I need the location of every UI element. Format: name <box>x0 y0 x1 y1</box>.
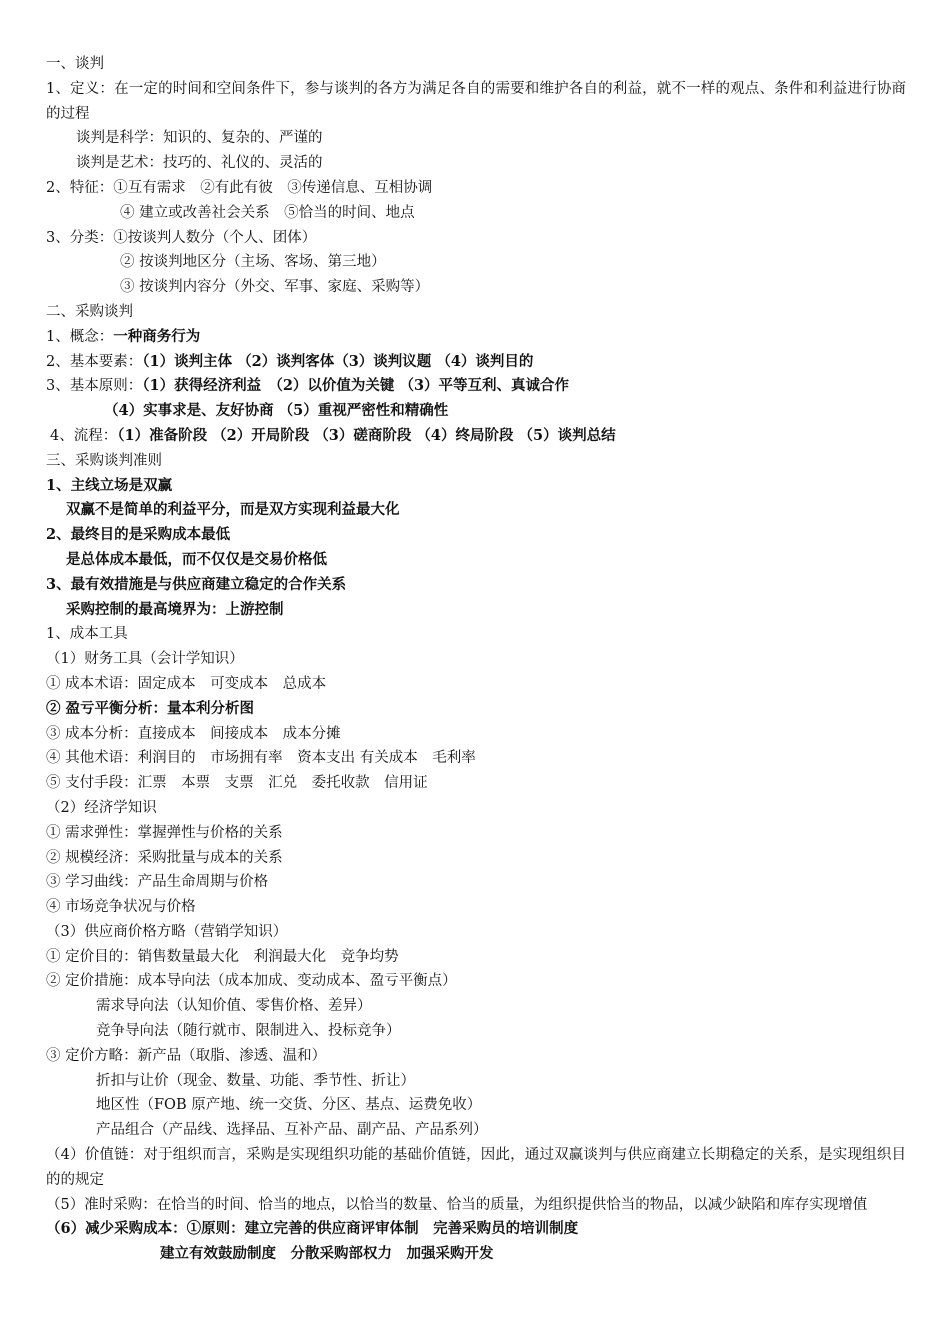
rule-1-detail: 双赢不是简单的利益平分，而是双方实现利益最大化 <box>66 501 400 519</box>
learning-curve-line: ③ 学习曲线：产品生命周期与价格 <box>46 874 269 891</box>
demand-oriented-line: 需求导向法（认知价值、零售价格、差异） <box>96 998 372 1015</box>
definition-paragraph: 1、定义：在一定的时间和空间条件下，参与谈判的各方为满足各自的需要和维护各自的利益，就不一样的观点、条件和利益进行协商的过程 <box>46 80 906 122</box>
principles-line-continued: （4）实事求是、友好协商 （5）重视严密性和精确性 <box>104 402 449 420</box>
principles-value: （1）获得经济利益 （2）以价值为关键 （3）平等互利、真诚合作 <box>142 377 570 395</box>
elements-line <box>46 350 906 375</box>
principles-line <box>46 374 906 399</box>
rule-3-detail: 采购控制的最高境界为：上游控制 <box>66 600 284 618</box>
pricing-objective-line: ① 定价目的：销售数量最大化 利润最大化 竞争均势 <box>46 948 399 965</box>
competition-oriented-line: 竞争导向法（随行就市、限制进入、投标竞争） <box>96 1023 401 1040</box>
economies-of-scale-line: ② 规模经济：采购批量与成本的关系 <box>46 849 283 866</box>
art-line: 谈判是艺术：技巧的、礼仪的、灵活的 <box>76 155 323 172</box>
heading-negotiation: 一、谈判 <box>46 56 104 72</box>
concept-line <box>46 325 906 350</box>
process-label: 4、流程： <box>50 427 118 444</box>
reduce-cost-line-continued: 建立有效鼓励制度 分散采购部权力 加强采购开发 <box>160 1245 494 1263</box>
cost-terms-line: ① 成本术语：固定成本 可变成本 总成本 <box>46 675 327 692</box>
value-chain-paragraph: （4）价值链：对于组织而言，采购是实现组织功能的基础价值链，因此，通过双赢谈判与供应商建立长期稳定的关系，是实现组织目的的规定 <box>46 1147 906 1188</box>
science-line: 谈判是科学：知识的、复杂的、严谨的 <box>76 130 323 147</box>
cost-tools-heading: 1、成本工具 <box>46 626 128 643</box>
reduce-cost-line: （6）减少采购成本：①原则：建立完善的供应商评审体制 完善采购员的培训制度 <box>46 1220 579 1238</box>
product-mix-line: 产品组合（产品线、选择品、互补产品、副产品、产品系列） <box>96 1122 488 1139</box>
other-terms-line: ④ 其他术语：利润目的 市场拥有率 资本支出 有关成本 毛利率 <box>46 750 476 767</box>
process-value: （1）准备阶段 （2）开局阶段 （3）磋商阶段 （4）终局阶段 （5）谈判总结 <box>117 426 616 444</box>
economics-heading: （2）经济学知识 <box>46 799 157 816</box>
principles-label: 3、基本原则： <box>46 378 143 395</box>
market-competition-line: ④ 市场竞争状况与价格 <box>46 899 196 916</box>
rule-3-title: 3、最有效措施是与供应商建立稳定的合作关系 <box>46 575 347 593</box>
elements-label: 2、基本要素： <box>46 353 143 370</box>
pricing-methods-line: ② 定价措施：成本导向法（成本加成、变动成本、盈亏平衡点） <box>46 973 457 990</box>
regional-line: 地区性（FOB 原产地、统一交货、分区、基点、运费免收） <box>96 1097 482 1114</box>
heading-negotiation-rules: 三、采购谈判准则 <box>46 452 162 469</box>
cost-analysis-line: ③ 成本分析：直接成本 间接成本 成本分摊 <box>46 725 341 742</box>
rule-2-title: 2、最终目的是采购成本最低 <box>46 526 231 544</box>
payment-means-line: ⑤ 支付手段：汇票 本票 支票 汇兑 委托收款 信用证 <box>46 775 428 792</box>
classification-by-region: ② 按谈判地区分（主场、客场、第三地） <box>120 254 386 271</box>
discount-line: 折扣与让价（现金、数量、功能、季节性、折让） <box>96 1072 415 1089</box>
pricing-strategy-line: ③ 定价方略：新产品（取脂、渗透、温和） <box>46 1047 327 1064</box>
concept-value: 一种商务行为 <box>113 327 201 345</box>
demand-elasticity-line: ① 需求弹性：掌握弹性与价格的关系 <box>46 824 283 841</box>
breakeven-line: ② 盈亏平衡分析：量本利分析图 <box>46 699 255 717</box>
classification-line: 3、分类：①按谈判人数分（个人、团体） <box>46 229 317 246</box>
concept-label: 1、概念： <box>46 328 114 345</box>
jit-procurement-paragraph: （5）准时采购：在恰当的时间、恰当的地点，以恰当的数量、恰当的质量，为组织提供恰当的物品，以减少缺陷和库存实现增值 <box>46 1196 868 1213</box>
financial-tools-heading: （1）财务工具（会计学知识） <box>46 651 244 668</box>
classification-by-content: ③ 按谈判内容分（外交、军事、家庭、采购等） <box>120 279 430 296</box>
features-line-continued: ④ 建立或改善社会关系 ⑤恰当的时间、地点 <box>120 204 415 221</box>
process-line <box>46 424 906 449</box>
features-line: 2、特征：①互有需求 ②有此有彼 ③传递信息、互相协调 <box>46 179 433 196</box>
rule-1-title: 1、主线立场是双赢 <box>46 476 173 494</box>
elements-value: （1）谈判主体 （2）谈判客体（3）谈判议题 （4）谈判目的 <box>142 352 534 370</box>
supplier-pricing-heading: （3）供应商价格方略（营销学知识） <box>46 923 288 940</box>
rule-2-detail: 是总体成本最低，而不仅仅是交易价格低 <box>66 550 327 568</box>
heading-procurement-negotiation: 二、采购谈判 <box>46 303 133 320</box>
